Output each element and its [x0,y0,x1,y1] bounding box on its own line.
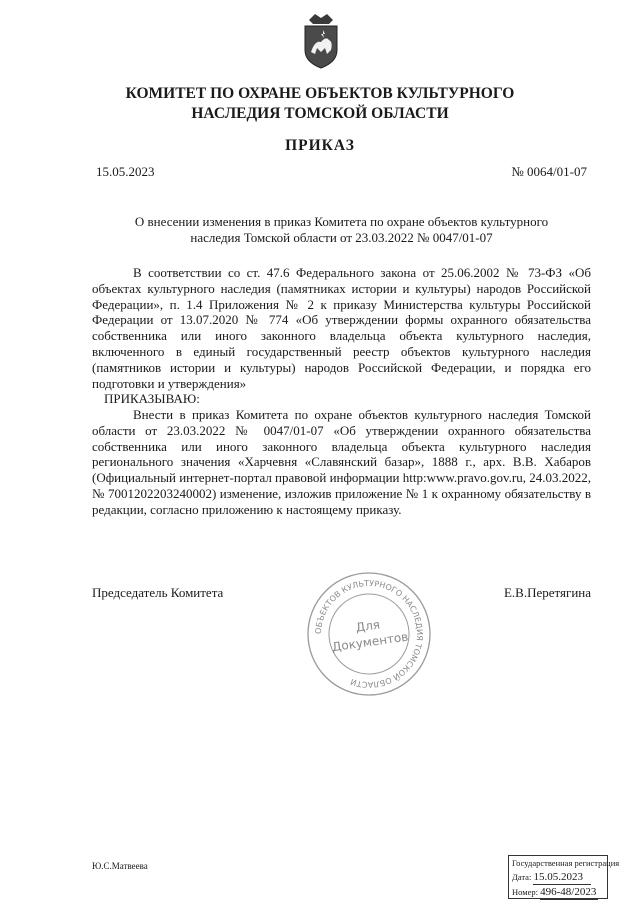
registration-title: Государственная регистрация [512,858,620,868]
subject-line-2: наследия Томской области от 23.03.2022 № 0047/01-07 [190,230,493,245]
subject-line-1: О внесении изменения в приказ Комитета по охране объектов культурного [134,214,549,229]
stamp-center-line-2: Документов [331,629,410,655]
registration-box [508,855,620,899]
signatory-name: Е.В.Перетягина [503,585,591,600]
decree-word: ПРИКАЗЫВАЮ: [104,391,200,406]
order-text: Внести в приказ Комитета по охране объектов культурного наследия Томской области от 23.03.2022 № 0047/01-07 «Об утверждении охранного обязательства собственника или иного законного владельца объекта культурного наследия регионального значения «Харчевня «Славянский базар», 1888 г., арх. В.В. Хабаров (Официальный интернет-портал правовой информации http:www.pravo.gov.ru, 24.03.2022, № 7001202203240002) изменение, изложив приложение № 1 к охранному обязательству в редакции, согласно приложению к настоящему приказу. [92,407,592,517]
organization-name-line-2: НАСЛЕДИЯ ТОМСКОЙ ОБЛАСТИ [191,105,449,122]
organization-name-line-1: КОМИТЕТ ПО ОХРАНЕ ОБЪЕКТОВ КУЛЬТУРНОГО [125,85,515,102]
registration-number-row [512,885,604,900]
preamble-paragraph [92,265,591,391]
registration-date-value: 15.05.2023 [533,870,591,885]
document-type: ПРИКАЗ [285,137,355,154]
registration-date-row [512,870,604,885]
registration-number-label: Номер: [512,887,538,897]
order-paragraph [92,407,591,518]
registration-date-label: Дата: [512,872,532,882]
signatory-position: Председатель Комитета [92,585,224,600]
document-date: 15.05.2023 [96,164,155,179]
preamble-text: В соответствии со ст. 47.6 Федерального закона от 25.06.2002 № 73-ФЗ «Об объектах культурного наследия (памятниках истории и культуры) народов Российской Федерации», п. 1.4 Приложения № 2 к приказу Министерства культуры Российской Федерации от 13.07.2020 № 774 «Об утверждении формы охранного обязательства собственника или иного законного владельца объекта культурного наследия, включенного в единый государственный реестр объектов культурного наследия (памятников истории и культуры) народов Российской Федерации, и порядка его подготовки и утверждения» [92,265,591,391]
stamp-ring-text: ОБЪЕКТОВ КУЛЬТУРНОГО НАСЛЕДИЯ ТОМСКОЙ ОБЛАСТИ [313,578,425,690]
stamp-center-line-1: Для [354,617,381,635]
executor-name: Ю.С.Матвеева [92,861,148,871]
document-number: № 0064/01-07 [511,164,587,179]
registration-number-value: 496-48/2023 [540,886,597,898]
official-stamp [305,570,433,698]
coat-of-arms-icon [299,12,343,70]
